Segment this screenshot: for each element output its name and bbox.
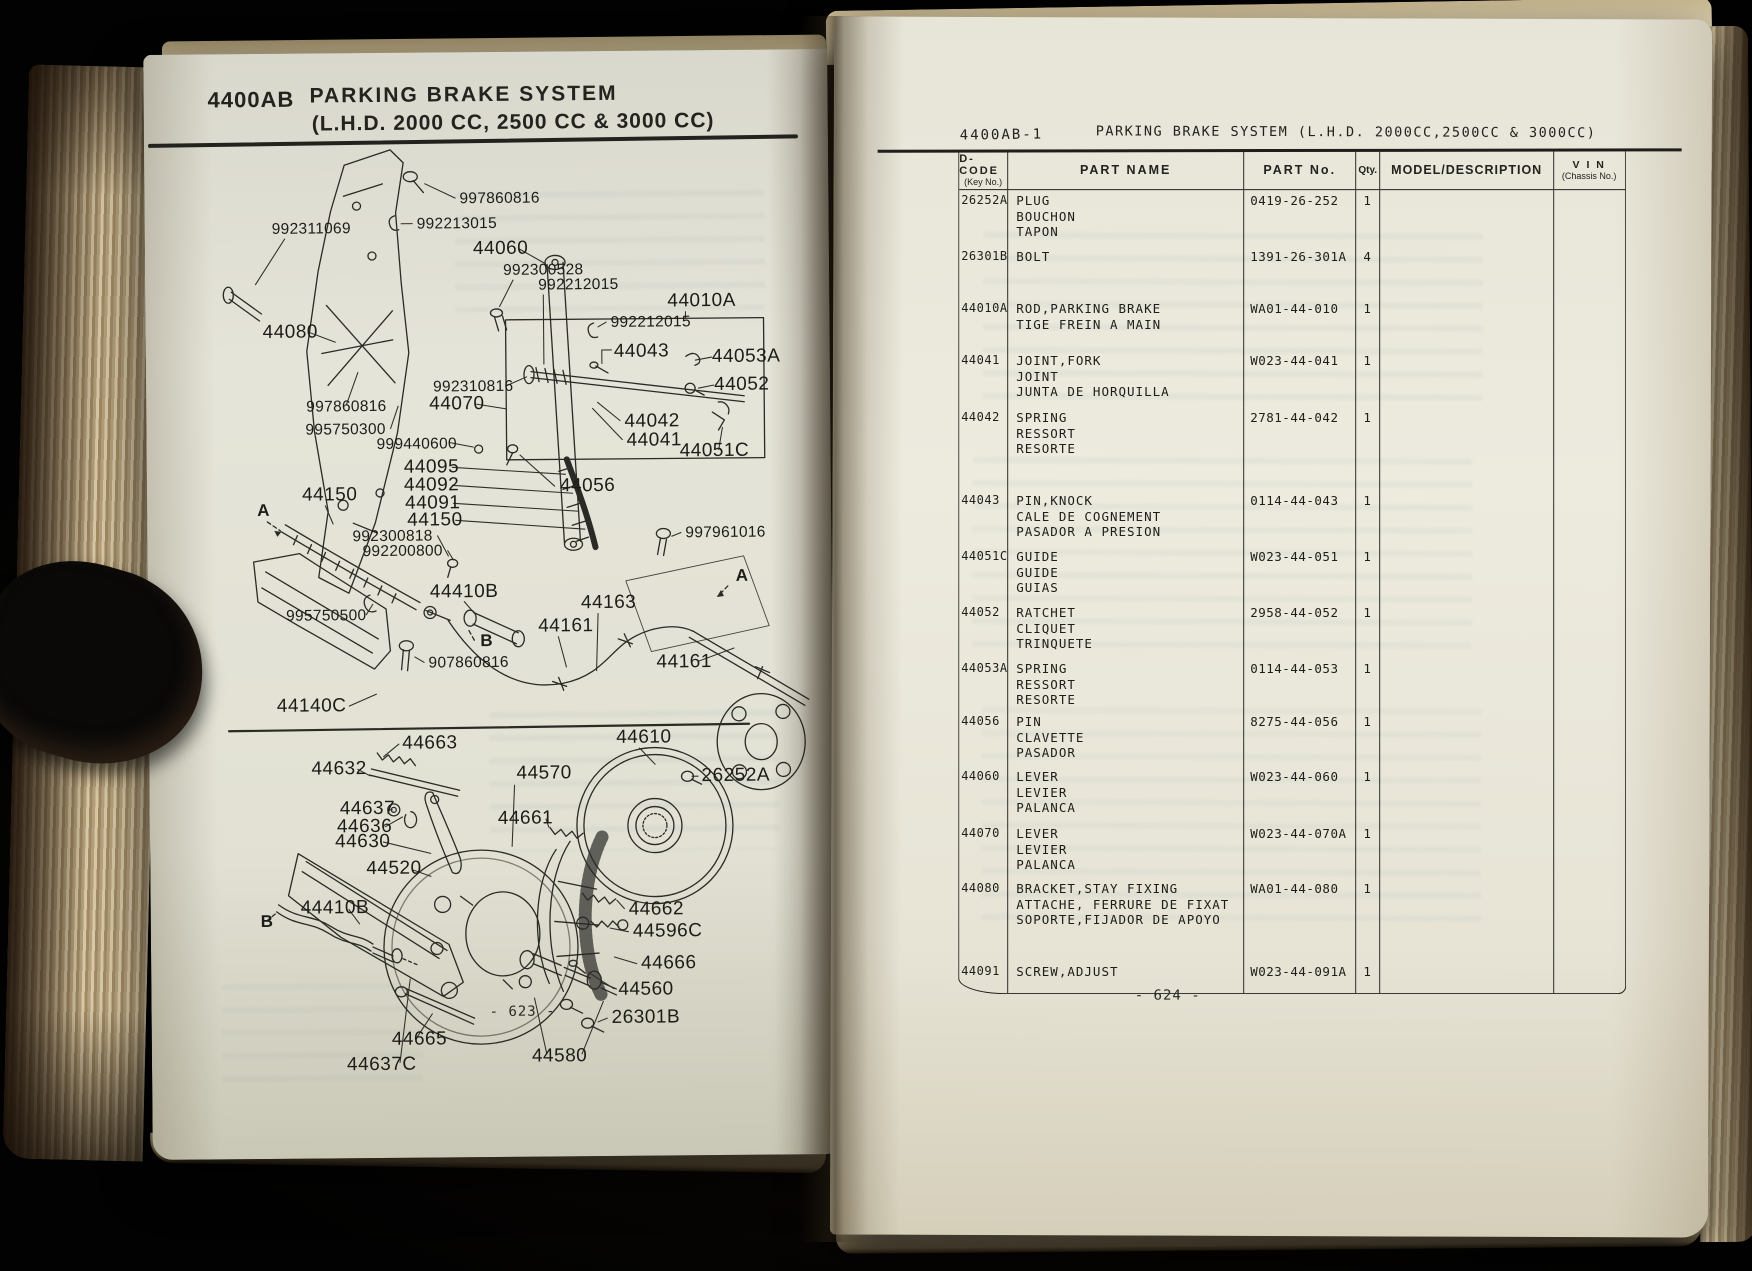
- qty-cell: 1: [1356, 190, 1380, 246]
- section-code: 4400AB: [207, 86, 295, 113]
- part-name-cell: PLUG BOUCHON TAPON: [1008, 190, 1244, 246]
- diagram-part-label: 44095: [403, 456, 460, 478]
- page-title: PARKING BRAKE SYSTEM: [309, 81, 618, 108]
- diagram-part-label: 26252A: [701, 764, 771, 787]
- d-code-cell: 44091: [959, 961, 1008, 993]
- diagram-part-label: 44610: [616, 726, 672, 748]
- d-code-cell: 44043: [959, 490, 1008, 546]
- diagram-part-label: 44052: [713, 373, 770, 396]
- part-no-cell: W023-44-070A: [1244, 823, 1356, 878]
- diagram-part-label: 44041: [626, 429, 683, 451]
- vin-cell: [1554, 766, 1624, 823]
- d-code-cell: 44010A: [959, 298, 1008, 350]
- vin-cell: [1554, 190, 1624, 246]
- vin-cell: [1554, 350, 1624, 407]
- part-no-cell: 0419-26-252: [1244, 190, 1356, 246]
- qty-cell: 1: [1356, 961, 1380, 993]
- part-name-cell: SCREW,ADJUST: [1008, 961, 1244, 993]
- d-code-cell: 44041: [959, 350, 1008, 407]
- table-row: [959, 546, 1625, 602]
- diagram-part-label: 44080: [262, 321, 319, 343]
- vin-cell: [1554, 823, 1624, 878]
- qty-cell: 1: [1356, 407, 1380, 490]
- diagram-part-label: 992200800: [362, 542, 443, 561]
- model-description-cell: [1380, 766, 1554, 823]
- diagram-part-label: 44661: [497, 807, 554, 829]
- part-no-cell: W023-44-091A: [1244, 961, 1356, 993]
- d-code-cell: 44056: [959, 711, 1008, 766]
- d-code-cell: 44070: [959, 823, 1008, 878]
- table-row: [959, 658, 1625, 711]
- table-row: [959, 246, 1625, 298]
- diagram-part-label: 44632: [311, 758, 367, 780]
- part-no-cell: W023-44-060: [1244, 766, 1356, 823]
- vin-cell: [1554, 490, 1624, 546]
- vin-cell: [1554, 878, 1624, 961]
- d-code-cell: 44060: [959, 766, 1008, 823]
- model-description-cell: [1380, 246, 1554, 298]
- d-code-cell: 26252A: [959, 190, 1008, 246]
- model-description-cell: [1380, 961, 1554, 993]
- table-body: [959, 190, 1625, 993]
- col-header-vin: V I N (Chassis No.): [1561, 159, 1617, 182]
- part-name-cell: PIN,KNOCK CALE DE COGNEMENT PASADOR A PRESION: [1008, 490, 1244, 546]
- qty-cell: 1: [1356, 823, 1380, 878]
- part-no-cell: 0114-44-043: [1244, 490, 1356, 546]
- table-section-code: 4400AB-1: [959, 126, 1044, 144]
- vin-cell: [1554, 961, 1624, 993]
- diagram-part-label: 44637: [339, 797, 396, 820]
- part-name-cell: PIN CLAVETTE PASADOR: [1008, 711, 1244, 766]
- part-name-cell: BOLT: [1008, 246, 1244, 298]
- col-header-model-description: MODEL/DESCRIPTION: [1380, 151, 1554, 189]
- diagram-part-label: 997860816: [459, 189, 540, 208]
- qty-cell: 1: [1356, 658, 1380, 711]
- diagram-part-label: B: [260, 911, 274, 932]
- model-description-cell: [1380, 350, 1554, 407]
- part-no-cell: 2958-44-052: [1244, 602, 1356, 658]
- diagram-part-label: 44053A: [711, 345, 781, 368]
- diagram-part-label: 44056: [559, 474, 616, 497]
- diagram-part-label: A: [735, 565, 749, 585]
- diagram-part-label: 44560: [618, 978, 674, 1000]
- qty-cell: 1: [1356, 602, 1380, 658]
- table-row: [959, 602, 1625, 658]
- diagram-part-label: 992310816: [433, 377, 514, 396]
- diagram-part-label: 992212015: [610, 313, 691, 331]
- table-row: [959, 407, 1625, 490]
- diagram-part-label: 999440600: [376, 435, 457, 453]
- diagram-part-label: 44410B: [300, 897, 370, 919]
- model-description-cell: [1380, 602, 1554, 658]
- part-no-cell: WA01-44-080: [1244, 878, 1356, 961]
- diagram-part-label: 26301B: [611, 1006, 681, 1028]
- model-description-cell: [1380, 490, 1554, 546]
- diagram-part-label: 44070: [429, 393, 485, 415]
- part-name-cell: BRACKET,STAY FIXING ATTACHE, FERRURE DE FIXAT SOPORTE,FIJADOR DE APOYO: [1008, 878, 1244, 961]
- model-description-cell: [1380, 546, 1554, 602]
- diagram-part-label: 44150: [407, 509, 463, 531]
- table-row: [959, 766, 1625, 823]
- table-row: [959, 711, 1625, 766]
- col-header-part-name: PART NAME: [1008, 151, 1244, 189]
- part-name-cell: GUIDE GUIDE GUIAS: [1008, 546, 1244, 602]
- diagram-part-label: 44636: [336, 815, 393, 838]
- diagram-part-label: 997961016: [685, 523, 766, 542]
- diagram-part-label: 995750500: [286, 607, 367, 625]
- table-header-row: [959, 151, 1625, 190]
- diagram-part-label: 44150: [301, 484, 358, 506]
- diagram-part-label: 44161: [656, 651, 712, 673]
- part-no-cell: W023-44-041: [1244, 350, 1356, 407]
- diagram-part-label: 44666: [641, 952, 697, 974]
- diagram-part-label: 44665: [391, 1028, 448, 1050]
- diagram-part-label: 992300528: [503, 261, 584, 279]
- part-no-cell: W023-44-051: [1244, 546, 1356, 602]
- model-description-cell: [1380, 407, 1554, 490]
- d-code-cell: 26301B: [959, 246, 1008, 298]
- vin-cell: [1554, 658, 1624, 711]
- diagram-part-label: 44060: [472, 237, 529, 260]
- table-row: [959, 878, 1625, 961]
- qty-cell: 1: [1356, 546, 1380, 602]
- table-row: [959, 350, 1625, 407]
- qty-cell: 1: [1356, 878, 1380, 961]
- qty-cell: 4: [1356, 246, 1380, 298]
- qty-cell: 1: [1356, 298, 1380, 350]
- part-name-cell: ROD,PARKING BRAKE TIGE FREIN A MAIN: [1008, 298, 1244, 350]
- model-description-cell: [1380, 190, 1554, 246]
- part-no-cell: 1391-26-301A: [1244, 246, 1356, 298]
- part-no-cell: WA01-44-010: [1244, 298, 1356, 350]
- vin-cell: [1554, 711, 1624, 766]
- col-header-d-code: D-CODE (Key No.): [959, 151, 1008, 189]
- d-code-cell: 44052: [959, 602, 1008, 658]
- diagram-part-label: 44662: [628, 898, 685, 920]
- vin-cell: [1554, 246, 1624, 298]
- exploded-parts-diagram: [143, 49, 837, 1160]
- diagram-part-label: 44410B: [429, 580, 499, 603]
- diagram-part-label: 44663: [402, 732, 458, 754]
- col-header-qty: Qty.: [1356, 151, 1380, 189]
- qty-cell: 1: [1356, 711, 1380, 766]
- diagram-part-label: 44637C: [346, 1053, 417, 1076]
- model-description-cell: [1380, 878, 1554, 961]
- diagram-part-label: 44163: [580, 591, 637, 614]
- vin-cell: [1554, 407, 1624, 490]
- diagram-part-label: 907860816: [428, 653, 509, 672]
- diagram-part-label: 44140C: [276, 695, 347, 717]
- page-number-left: - 623 -: [489, 1003, 556, 1021]
- table-row: [959, 490, 1625, 546]
- part-name-cell: LEVER LEVIER PALANCA: [1008, 766, 1244, 823]
- d-code-cell: 44053A: [959, 658, 1008, 711]
- qty-cell: 1: [1356, 490, 1380, 546]
- col-header-part-no: PART No.: [1244, 151, 1356, 189]
- diagram-part-label: 995750300: [305, 420, 386, 439]
- part-no-cell: 8275-44-056: [1244, 711, 1356, 766]
- parts-table: [958, 151, 1626, 994]
- diagram-part-label: 44010A: [667, 289, 736, 312]
- diagram-part-label: B: [480, 630, 493, 651]
- diagram-part-label: 997860816: [306, 397, 387, 416]
- right-page: [830, 16, 1712, 1237]
- diagram-part-label: A: [257, 500, 270, 521]
- table-title: PARKING BRAKE SYSTEM (L.H.D. 2000CC,2500CC & 3000CC): [1095, 123, 1597, 142]
- diagram-part-label: 44043: [613, 340, 670, 362]
- table-row: [959, 961, 1625, 993]
- diagram-part-label: 44091: [405, 492, 461, 514]
- vin-cell: [1554, 602, 1624, 658]
- table-row: [959, 823, 1625, 878]
- table-row: [959, 298, 1625, 350]
- model-description-cell: [1380, 711, 1554, 766]
- model-description-cell: [1380, 658, 1554, 711]
- left-page: [143, 49, 837, 1160]
- diagram-part-label: 44630: [334, 830, 391, 853]
- diagram-part-label: 44520: [366, 857, 422, 880]
- part-no-cell: 2781-44-042: [1244, 407, 1356, 490]
- table-row: [959, 190, 1625, 246]
- d-code-cell: 44080: [959, 878, 1008, 961]
- vin-cell: [1554, 298, 1624, 350]
- diagram-part-label: 992213015: [416, 214, 498, 233]
- part-name-cell: LEVER LEVIER PALANCA: [1008, 823, 1244, 878]
- diagram-part-label: 44161: [538, 615, 594, 637]
- model-description-cell: [1380, 298, 1554, 350]
- diagram-part-label: 992311069: [271, 220, 351, 238]
- diagram-part-label: 44596C: [632, 920, 703, 942]
- diagram-part-label: 44092: [403, 474, 460, 496]
- part-no-cell: 0114-44-053: [1244, 658, 1356, 711]
- model-description-cell: [1380, 823, 1554, 878]
- part-name-cell: SPRING RESSORT RESORTE: [1008, 407, 1244, 490]
- part-name-cell: RATCHET CLIQUET TRINQUETE: [1008, 602, 1244, 658]
- diagram-part-label: 44570: [516, 762, 572, 784]
- part-name-cell: JOINT,FORK JOINT JUNTA DE HORQUILLA: [1008, 350, 1244, 407]
- diagram-part-label: 44042: [624, 410, 680, 432]
- d-code-cell: 44051C: [959, 546, 1008, 602]
- page-number-right: - 624 -: [1134, 987, 1201, 1004]
- diagram-part-label: 44051C: [679, 439, 750, 462]
- part-name-cell: SPRING RESSORT RESORTE: [1008, 658, 1244, 711]
- page-subtitle: (L.H.D. 2000 CC, 2500 CC & 3000 CC): [311, 109, 715, 136]
- qty-cell: 1: [1356, 350, 1380, 407]
- diagram-part-label: 992212015: [538, 275, 619, 294]
- diagram-part-label: 992300818: [352, 527, 433, 546]
- diagram-part-label: 44580: [531, 1045, 588, 1067]
- d-code-cell: 44042: [959, 407, 1008, 490]
- qty-cell: 1: [1356, 766, 1380, 823]
- vin-cell: [1554, 546, 1624, 602]
